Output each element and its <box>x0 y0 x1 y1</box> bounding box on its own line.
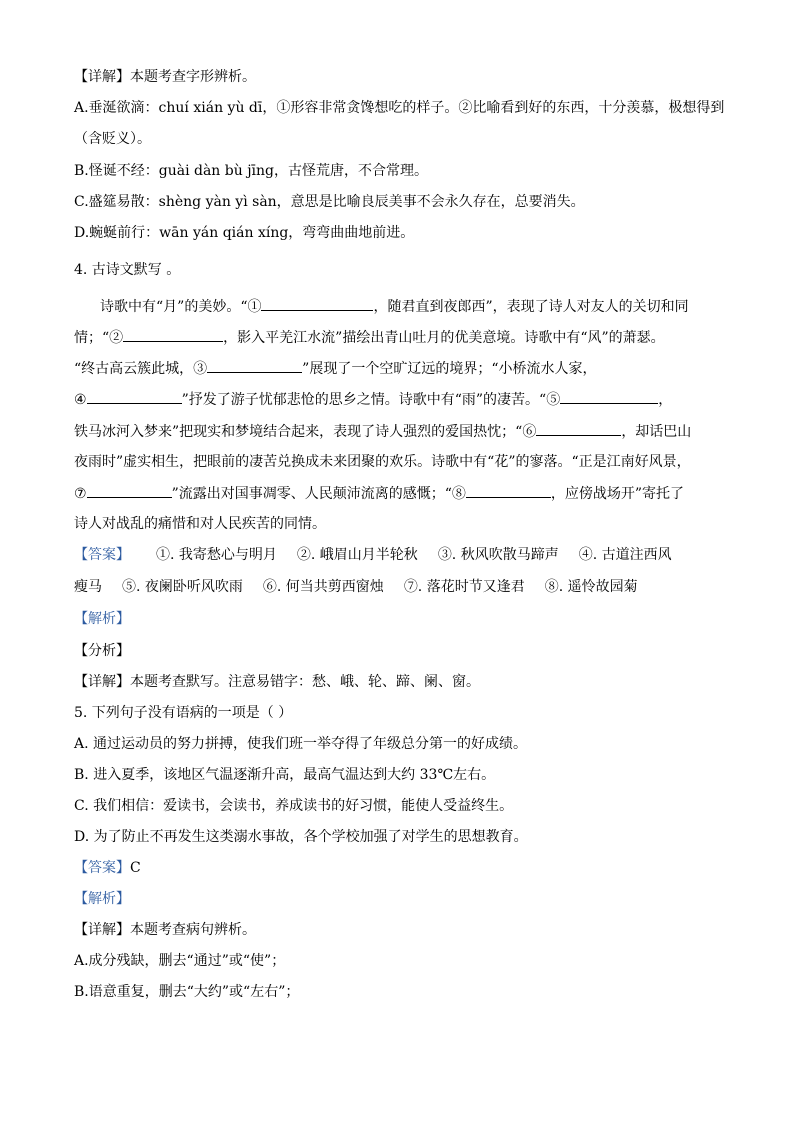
q4-para-line2 <box>74 327 665 348</box>
q5-option-b: B. 进入夏季，该地区气温逐渐升高，最高气温达到大约 33℃左右。 <box>74 767 496 783</box>
q4-p5a: 铁马冰河入梦来”把现实和梦境结合起来，表现了诗人强烈的爱国热忱；“⑥ <box>74 424 537 440</box>
q5-option-d: D. 为了防止不再发生这类溺水事故，各个学校加强了对学生的思想教育。 <box>74 829 528 845</box>
q4-title: 4. 古诗文默写 。 <box>74 262 181 278</box>
q4-answer-line2 <box>74 577 638 597</box>
blank-4 <box>87 389 182 404</box>
q3-detail-label: 【详解】 <box>74 69 130 85</box>
q4-para-line8: 诗人对战乱的痛惜和对人民疾苦的同情。 <box>74 516 326 532</box>
q4-p3b: ”展现了一个空旷辽远的境界；“小桥流水人家， <box>302 361 597 377</box>
q4-para-line7 <box>74 483 684 504</box>
answer-3: ③. 秋风吹散马蹄声 <box>437 547 559 563</box>
answer-2: ②. 峨眉山月半轮秋 <box>296 547 418 563</box>
q3-option-c: C.盛筵易散：shèng yàn yì sàn，意思是比喻良辰美事不会永久存在，总要消失。 <box>74 194 585 210</box>
q3-option-b: B.怪诞不经：guài dàn bù jīng，古怪荒唐，不合常理。 <box>74 163 428 179</box>
q4-detail: 【详解】本题考查默写。注意易错字：愁、峨、轮、蹄、阑、窗。 <box>74 674 480 690</box>
q4-p1b: ，随君直到夜郎西”，表现了诗人对友人的关切和同 <box>373 299 689 315</box>
q4-p7c: ，应傍战场开”寄托了 <box>550 486 685 502</box>
q5-answer-label: 【答案】 <box>74 860 130 876</box>
q3-detail-intro-text: 本题考查字形辨析。 <box>130 69 256 85</box>
q3-detail-intro <box>74 67 256 87</box>
q4-fenxi: 【分析】 <box>74 643 130 659</box>
blank-7 <box>87 483 172 498</box>
answer-4-cont: 瘦马 <box>74 579 102 595</box>
q5-detail: 【详解】本题考查病句辨析。 <box>74 922 256 938</box>
q5-detail-a: A.成分残缺，删去“通过”或“使”； <box>74 953 286 969</box>
blank-5 <box>560 389 658 404</box>
blank-3 <box>207 358 302 373</box>
q4-p7b: ”流露出对国事凋零、人民颠沛流离的感慨；“⑧ <box>171 486 466 502</box>
blank-8 <box>466 483 551 498</box>
blank-2 <box>123 327 223 342</box>
q4-analysis-label: 【解析】 <box>74 611 130 627</box>
answer-8: ⑧. 遥怜故园菊 <box>544 579 638 595</box>
answer-6: ⑥. 何当共剪西窗烛 <box>262 579 384 595</box>
answer-1: ①. 我寄愁心与明月 <box>156 547 277 563</box>
blank-1 <box>261 296 373 311</box>
q4-p7a: ⑦ <box>74 486 87 502</box>
q5-answer <box>74 858 141 878</box>
q4-p4b: ”抒发了游子忧郁悲怆的思乡之情。诗歌中有“雨”的凄苦。“⑤ <box>181 392 561 408</box>
q5-option-c: C. 我们相信：爱读书，会读书，养成读书的好习惯，能使人受益终生。 <box>74 798 514 814</box>
q4-p5b: ，却话巴山 <box>621 424 692 440</box>
q4-para-line3 <box>74 358 597 379</box>
q5-detail-b: B.语意重复，删去“大约”或“左右”； <box>74 984 300 1000</box>
answer-4: ④. 古道注西风 <box>578 547 672 563</box>
q4-p2a: 情；“② <box>74 330 124 346</box>
q4-p4a: ④ <box>74 392 87 408</box>
q5-analysis-label: 【解析】 <box>74 891 130 907</box>
q4-para-line1 <box>100 296 689 317</box>
answer-7: ⑦. 落花时节又逢君 <box>403 579 525 595</box>
blank-6 <box>536 421 621 436</box>
q3-option-a-line1: A.垂涎欲滴：chuí xián yù dī，①形容非常贪馋想吃的样子。②比喻看到好的东西，十分羡慕，极想得到 <box>74 100 725 116</box>
q4-p2b: ，影入平羌江水流”描绘出青山吐月的优美意境。诗歌中有“风”的萧瑟。 <box>223 330 665 346</box>
answer-5: ⑤. 夜阑卧听风吹雨 <box>122 579 243 595</box>
q4-para-line4 <box>74 389 672 410</box>
q4-para-line5 <box>74 421 691 442</box>
q4-p4c: ， <box>658 392 673 408</box>
q5-option-a: A. 通过运动员的努力拼搏，使我们班一举夺得了年级总分第一的好成绩。 <box>74 736 528 752</box>
q5-title: 5. 下列句子没有语病的一项是（ ） <box>74 705 293 721</box>
q4-p3a: “终古高云簇此城，③ <box>74 361 208 377</box>
q4-answer-line1 <box>74 545 672 565</box>
q4-answer-label: 【答案】 <box>74 547 130 563</box>
q4-p1a: 诗歌中有“月”的美妙。“① <box>100 299 262 315</box>
q5-answer-value: C <box>130 860 141 876</box>
q3-option-d: D.蜿蜒前行：wān yán qián xíng，弯弯曲曲地前进。 <box>74 225 415 241</box>
q4-para-line6: 夜雨时”虚实相生，把眼前的凄苦兑换成未来团聚的欢乐。诗歌中有“花”的寥落。“正是江南好风景， <box>74 454 691 470</box>
q3-option-a-line2: （含贬义）。 <box>74 131 151 147</box>
